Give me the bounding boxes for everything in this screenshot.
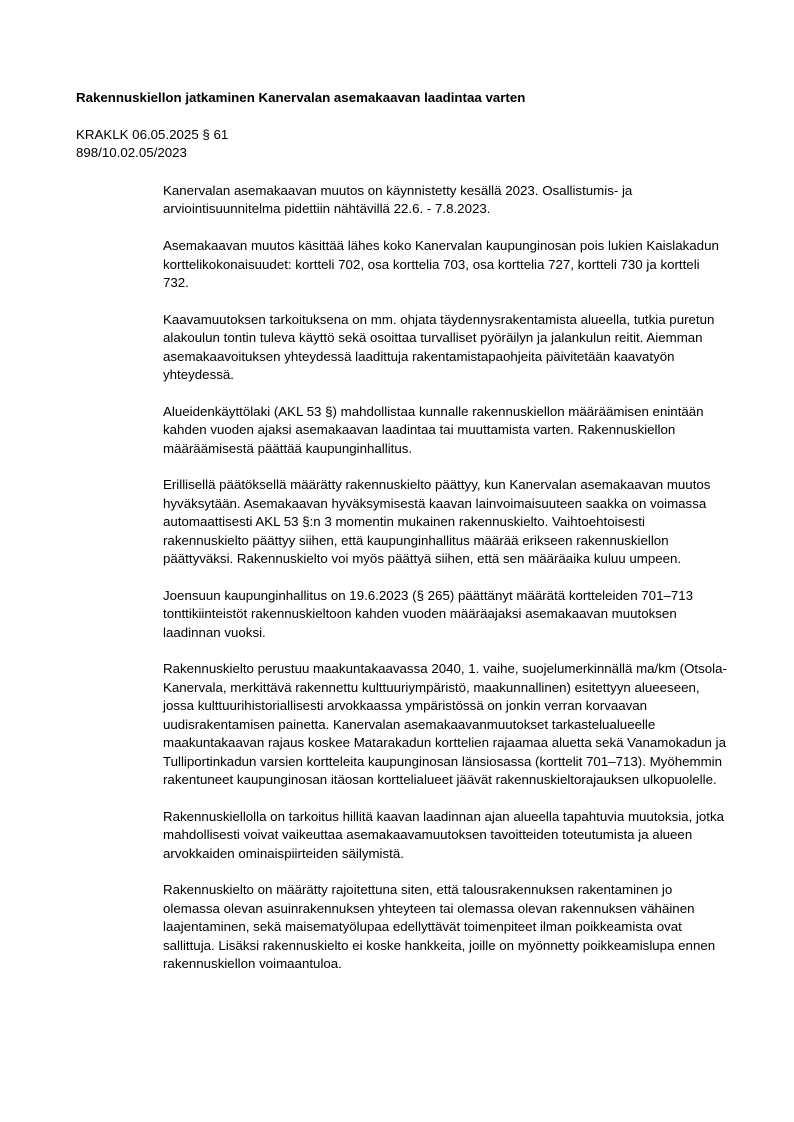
paragraph: Asemakaavan muutos käsittää lähes koko Kanervalan kaupunginosan pois lukien Kaislakadun korttelikokonaisuudet: kortteli 702, osa korttelia 703, osa korttelia 727, kortteli 730 ja kortteli 732. <box>163 238 719 291</box>
paragraph: Alueidenkäyttölaki (AKL 53 §) mahdollistaa kunnalle rakennuskiellon määräämisen enintään kahden vuoden ajaksi asemakaavan laadintaa tai muuttamista varten. Rakennuskiellon määräämisestä päättää kaupunginhallitus. <box>163 403 704 456</box>
document-meta <box>76 126 476 162</box>
meeting-reference: KRAKLK 06.05.2025 § 61 <box>76 127 229 142</box>
paragraph: Joensuun kaupunginhallitus on 19.6.2023 (§ 265) päättänyt määrätä kortteleiden 701–713 tonttikiinteistöt rakennuskieltoon kahden vuoden määräajaksi asemakaavan muutoksen laadinnan vuoksi. <box>163 587 694 640</box>
paragraph: Erillisellä päätöksellä määrätty rakennuskielto päättyy, kun Kanervalan asemakaavan muutos hyväksytään. Asemakaavan hyväksymisestä kaavan lainvoimaisuuteen saakka on voimassa automaattisesti AKL 53 §:n 3 momentin mukainen rakennuskielto. Vaihtoehtoisesti rakennuskielto päättyy siihen, että kaupunginhallitus määrää erikseen rakennuskiellon päättyväksi. Rakennuskielto voi myös päättyä siihen, että sen määräaika kuluu umpeen. <box>163 477 711 567</box>
paragraph: Rakennuskiellolla on tarkoitus hillitä kaavan laadinnan ajan alueella tapahtuvia muutoksia, jotka mahdollisesti voivat vaikeuttaa asemakaavamuutoksen tavoitteiden toteutumista ja alueen arvokkaiden ominaispiirteiden säilymistä. <box>163 808 725 861</box>
diary-number: 898/10.02.05/2023 <box>76 145 187 160</box>
document-title: Rakennuskiellon jatkaminen Kanervalan asemakaavan laadintaa varten <box>76 90 526 105</box>
paragraph: Rakennuskielto on määrätty rajoitettuna siten, että talousrakennuksen rakentaminen jo olemassa olevan asuinrakennuksen yhteyteen tai olemassa olevan rakennuksen vähäinen laajentaminen, sekä maisematyölupaa edellyttävät toimenpiteet ilman poikkeamista ovat sallittuja. Lisäksi rakennuskielto ei koske hankkeita, joille on myönnetty poikkeamislupa ennen rakennuskiellon voimaantuloa. <box>163 882 716 971</box>
paragraph: Rakennuskielto perustuu maakuntakaavassa 2040, 1. vaihe, suojelumerkinnällä ma/km (Otsola-Kanervala, merkittävä rakennettu kulttuuriympäristö, maakunnallinen) esitettyyn alueeseen, jossa kulttuurihistoriallisesti arvokkaassa ympäristössä on jonkin verran korvaavan uudisrakentamisen painetta. Kanervalan asemakaavanmuutokset tarkastelualueelle maakuntakaavan rajaus koskee Matarakadun korttelien rajaamaa aluetta sekä Vanamokadun ja Tulliportinkadun varsien kortteleita kaupunginosan länsiosassa (korttelit 701–713). Myöhemmin rakentuneet kaupunginosan itäosan korttelialueet jäävät rakennuskieltorajauksen ulkopuolelle. <box>163 661 727 787</box>
document-body <box>163 182 729 992</box>
paragraph: Kanervalan asemakaavan muutos on käynnistetty kesällä 2023. Osallistumis- ja arviointisuunnitelma pidettiin nähtävillä 22.6. - 7.8.2023. <box>163 183 633 217</box>
paragraph: Kaavamuutoksen tarkoituksena on mm. ohjata täydennysrakentamista alueella, tutkia puretun alakoulun tontin tuleva käyttö sekä osoittaa turvalliset pyöräilyn ja jalankulun reitit. Aiemman asemakaavoituksen yhteydessä laadittuja rakentamistapaohjeita päivitetään kaavatyön yhteydessä. <box>163 311 715 383</box>
